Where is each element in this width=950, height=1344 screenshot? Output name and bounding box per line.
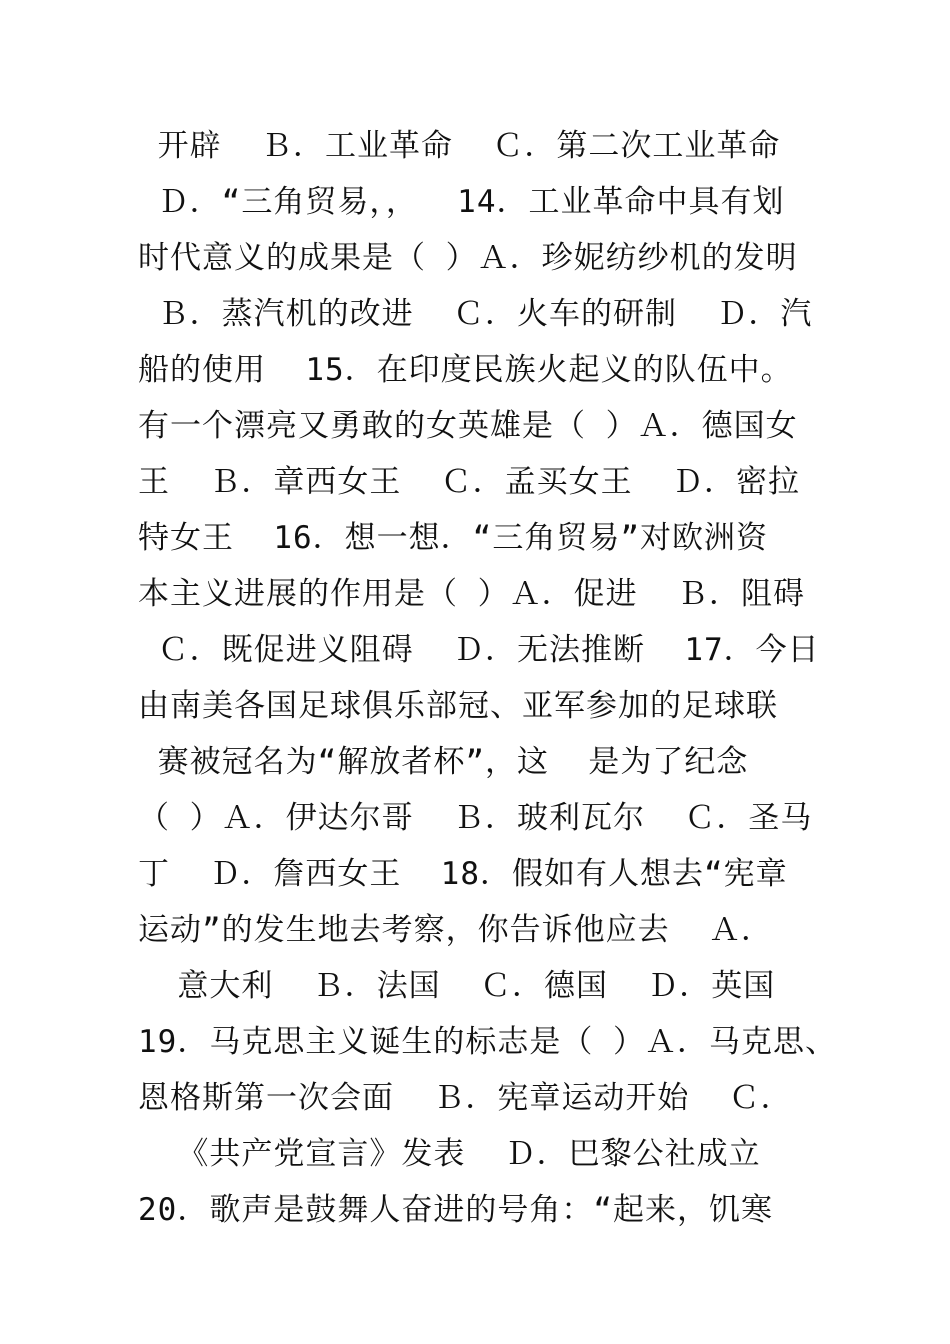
text-line-18: 恩格斯第一次会面 Ｂ．宪章运动开始 Ｃ．: [138, 1080, 793, 1116]
text-line-5: 船的使用 15．在印度民族火起义的队伍中。: [138, 352, 793, 388]
text-line-13: （ ）Ａ．伊达尔哥 Ｂ．玻利瓦尔 Ｃ．圣马: [138, 800, 813, 836]
text-line-4: Ｂ．蒸汽机的改进 Ｃ．火车的研制 Ｄ．汽: [138, 296, 813, 332]
text-line-15: 运动”的发生地去考察，你告诉他应去 Ａ．: [138, 912, 773, 948]
text-line-11: 由南美各国足球俱乐部冠、亚军参加的足球联: [138, 688, 778, 724]
text-line-10: Ｃ．既促进义阻碍 Ｄ．无法推断 17．今日: [138, 632, 820, 668]
text-line-9: 本主义进展的作用是（ ）Ａ．促进 Ｂ．阻碍: [138, 576, 805, 612]
text-line-6: 有一个漂亮又勇敢的女英雄是（ ）Ａ．德国女: [138, 408, 798, 444]
text-line-16: 意大利 Ｂ．法国 Ｃ．德国 Ｄ．英国: [138, 968, 776, 1004]
text-line-20: 20．歌声是鼓舞人奋进的号角：“起来，饥寒: [138, 1192, 773, 1228]
text-line-8: 特女王 16．想一想．“三角贸易”对欧洲资: [138, 520, 768, 556]
text-line-1: 开辟 Ｂ．工业革命 Ｃ．第二次工业革命: [138, 128, 781, 164]
text-line-7: 王 Ｂ．章西女王 Ｃ．孟买女王 Ｄ．密拉: [138, 464, 800, 500]
text-line-2: Ｄ．“三角贸易，， 14．工业革命中具有划: [138, 184, 785, 220]
text-line-17: 19．马克思主义诞生的标志是（ ）Ａ．马克思、: [138, 1024, 837, 1060]
text-line-3: 时代意义的成果是（ ）Ａ．珍妮纺纱机的发明: [138, 240, 798, 276]
text-line-14: 丁 Ｄ．詹西女王 18．假如有人想去“宪章: [138, 856, 788, 892]
text-line-19: 《共产党宣言》发表 Ｄ．巴黎公社成立: [138, 1136, 761, 1172]
text-line-12: 赛被冠名为“解放者杯”，这 是为了纪念: [138, 744, 749, 780]
